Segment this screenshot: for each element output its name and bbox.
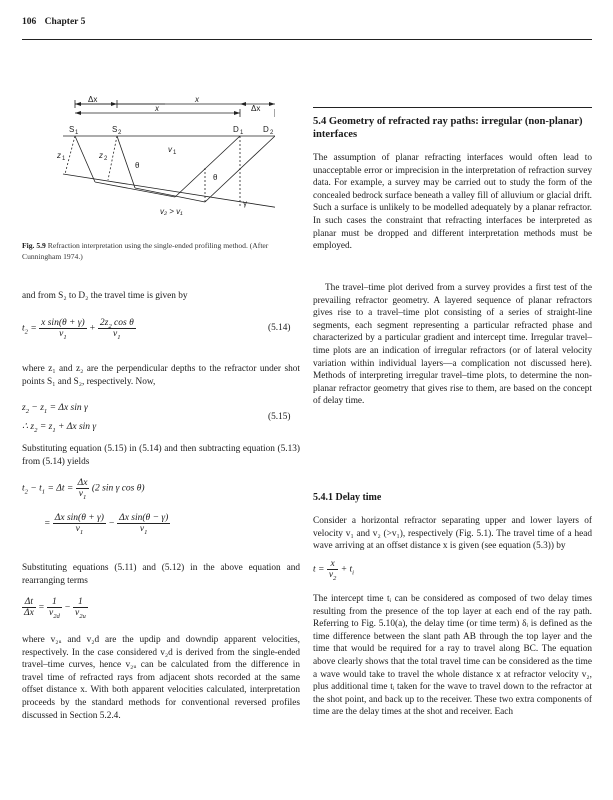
left-paragraph-4 [22,562,300,587]
right-paragraph-3 [313,515,592,553]
right-p3-text: Consider a horizontal refractor separating upper and lower layers of velocity v₁ and v₂ (>v₁), respectively (Fig. 5.1). The travel time of a head wave arriving at an offset distance x is given (see equation (5.3)) by [313,516,592,552]
ray-s1-down [75,136,95,182]
right-paragraph-2 [313,282,592,408]
fig-label-v1-sub: 1 [173,150,177,156]
equation-apparent-velocity: $\frac{\Delta t}{\Delta x}$ = $\frac{1}{v_{2d}}$ − $\frac{1}{v_{2u}}$ [24,597,86,620]
z1-depth-line [65,136,75,174]
figure-5-9-diagram [55,96,275,236]
fig-label-gamma: γ [243,199,247,208]
chapter-label: Chapter 5 [44,17,86,27]
left-paragraph-5 [22,634,300,722]
left-p5-text: where v₂ᵤ and v₂d are the updip and downdip apparent velocities, respectively. In the case considered v₂d is derived from the single-ended travel–time curves, hence v₂ᵤ can be calculated from the difference in travel time of refracted rays from adjacent shots recorded at the same offset distance x. With both apparent velocities calculated, interpretation proceeds by the standard methods for conventional reversed profiles discussed in Section 5.2.4. [22,635,300,721]
left-p1-text: and from S₂ to D₂ the travel time is given by [22,291,188,301]
fig-label-s1-sub: 1 [75,130,79,136]
fig-label-v1: v [168,145,172,154]
fig-label-s2-sub: 2 [118,130,122,136]
fig-label-z1-sub: 1 [62,156,66,162]
left-paragraph-2 [22,363,300,388]
left-paragraph-1 [22,290,300,303]
section-top-rule [313,107,592,108]
subsection-5-4-1-heading: 5.4.1 Delay time [313,492,382,503]
equation-travel-time: t = $\frac{x}{v_2}$ + $t_i$ [313,559,355,582]
right-paragraph-1 [313,152,592,253]
fig-label-d2-sub: 2 [270,130,274,136]
left-p4-text: Substituting equations (5.11) and (5.12) in the above equation and rearranging terms [22,563,300,586]
left-p2-text: where z₁ and z₂ are the perpendicular depths to the refractor under shot points S₁ and S₂, respectively. Now, [22,364,300,387]
fig-label-dx: Δx [251,104,261,113]
fig-label-x-top: x [195,96,199,104]
equation-5-14: $t_2$ = $\frac{\text{x sin(θ + γ)}}{v_1}$ + $\frac{2z_2 \cos \theta}{v_1}$ [22,318,134,341]
ray-up-d1 [175,136,240,197]
equation-5-15-number: (5.15) [268,412,291,422]
fig-label-theta-1: θ [135,161,140,170]
equation-5-14-number: (5.14) [268,323,291,333]
fig-label-theta-2: θ [213,173,218,182]
z2-depth-line [108,136,117,180]
page-number: 106 [22,17,37,27]
fig-label-x: x [155,104,159,113]
fig-label-z1: z [57,151,61,160]
equation-5-15-line-2: ∴ $z_2 = z_1 + \Delta x$ sin γ [22,422,97,434]
header-rule [22,39,592,40]
right-paragraph-4 [313,593,592,719]
fig-label-d2: D [263,125,269,134]
right-p1-text: The assumption of planar refracting interfaces would often lead to unacceptable error or imprecision in the interpretation of refraction survey data. For example, a survey may be carried out to study the form of the concealed bedrock surface beneath a valley fill of alluvium or glacial drift. Such a surface is unlikely to be modelled adequately by a planar refractor. In such cases the constraint that refracting interfaces be interpreted as planar must be dropped and different interpretation methods must be employed. [313,153,592,252]
fig-label-s1: S [69,125,75,134]
ray-s2-down [117,136,135,188]
right-p2-text: The travel–time plot derived from a survey provides a first test of the prevailing refractor geometry. A layered sequence of planar refractors gives rise to a travel–time plot consisting of a series of straight-line segments, each segment representing a particular refracted phase and characterized by a particular gradient and intercept time. Irregular travel–time plots are an indication of irregular refractors (or of lateral velocity variation within individual layers—a complication not discussed here). Methods of interpreting irregular travel–time plots, to determine the non-planar refractor geometry that gives rise to them, are based on the concept of delay time. [313,283,592,407]
fig-label-z2: z [99,151,103,160]
fig-label-v2-gt-v1: v₂ > v₁ [160,207,183,216]
fig-label-d1: D [233,125,239,134]
running-header [22,17,85,27]
equation-5-15-line-1: $z_2 - z_1 = \Delta x$ sin γ [22,403,88,415]
fig-label-d1-sub: 1 [240,130,244,136]
left-paragraph-3 [22,443,300,468]
figure-caption-text: Refraction interpretation using the single-ended profiling method. (After Cunningham 1974.) [22,241,269,261]
fig-label-z2-sub: 2 [104,156,108,162]
fig-label-dx-top: Δx [88,96,98,104]
left-p3-text: Substituting equation (5.15) in (5.14) and then subtracting equation (5.13) from (5.14) yields [22,444,300,467]
fig-label-s2: S [112,125,118,134]
figure-caption-label: Fig. 5.9 [22,241,46,250]
right-p4-text: The intercept time tᵢ can be considered as composed of two delay times resulting from the presence of the top layer at each end of the ray path. Referring to Fig. 5.10(a), the delay time (or time term) δᵢ is defined as the time difference between the slant path AB through the top layer and the time that would be required for a ray to travel along BC. The equation above clearly shows that the total travel time can be considered as the time a wave would take to travel the whole distance x at refractor velocity v₂, plus additional time tᵢ taken for the wave to travel down to the refractor at the shot point, and back up to the receiver. These two extra components of time are the delay times at the shot and receiver. Each [313,594,592,718]
section-5-4-heading: 5.4 Geometry of refracted ray paths: irregular (non-planar) interfaces [313,116,583,141]
equation-subtraction-2: = $\frac{\text{Δx sin(θ + γ)}}{v_1}$ − $\frac{\text{Δx sin(θ − γ)}}{v_1}$ [44,513,169,536]
figure-caption [22,241,292,262]
equation-subtraction-1: $t_2 - t_1 = \Delta t$ = $\frac{\Delta x}{v_1}$ (2 sin γ cos θ) [22,478,145,501]
